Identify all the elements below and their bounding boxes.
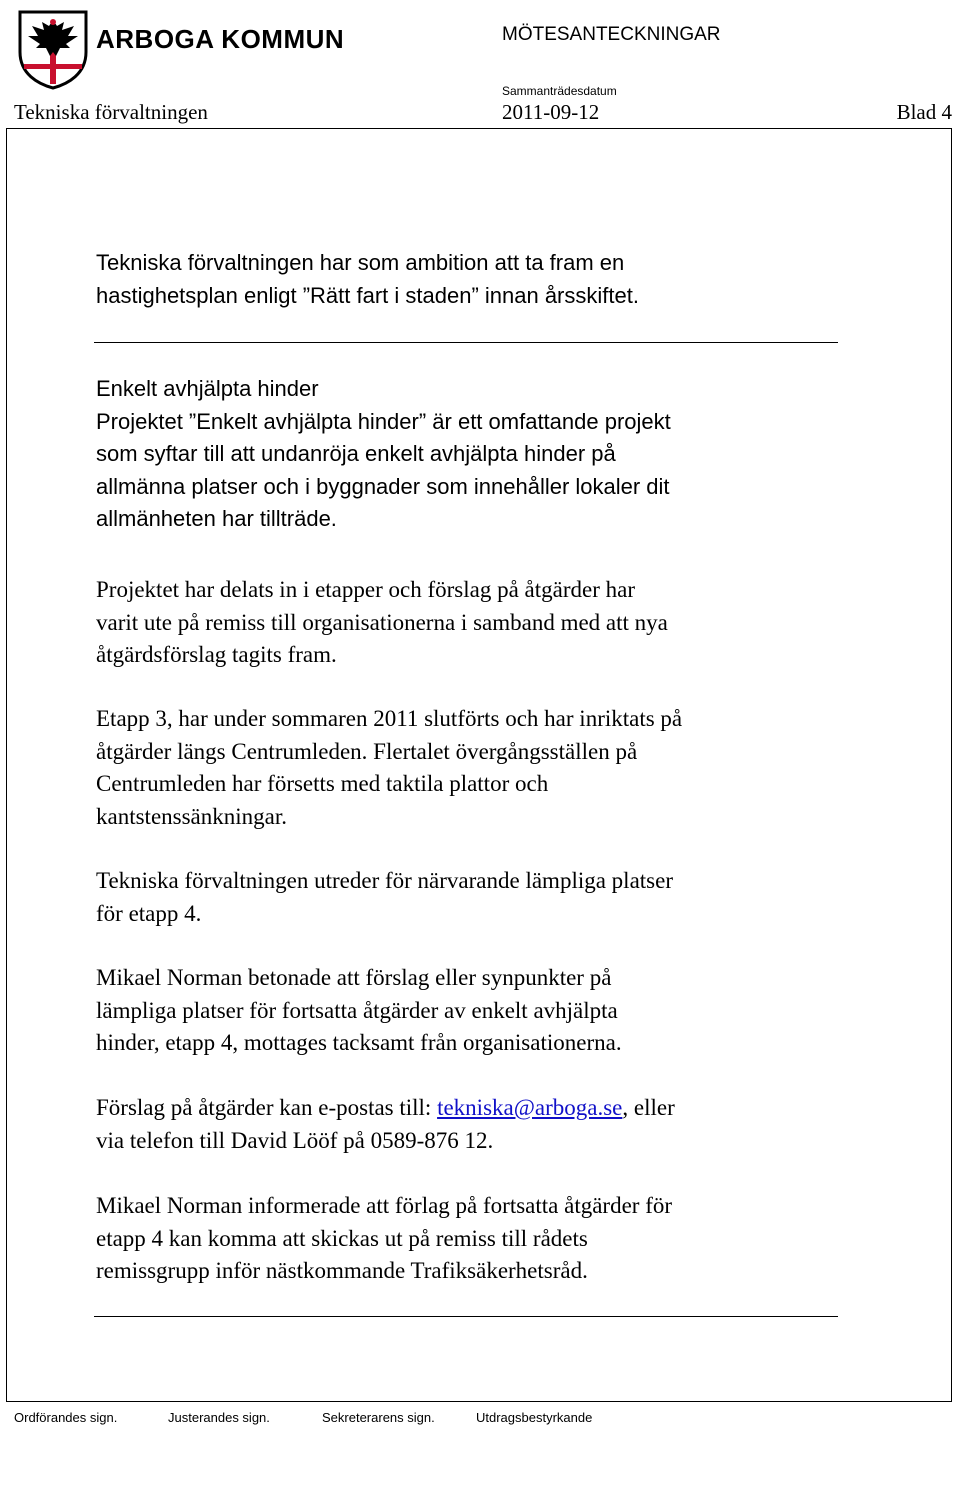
paragraph-line: remissgrupp inför nästkommande Trafiksäkerhetsråd. (96, 1258, 588, 1283)
paragraph-line: Projektet har delats in i etapper och förslag på åtgärder har (96, 577, 635, 602)
intro-paragraph (96, 247, 856, 312)
paragraph-line: etapp 4 kan komma att skickas ut på remiss till rådets (96, 1225, 588, 1251)
meeting-date: 2011-09-12 (502, 100, 600, 124)
paragraph-suggestions (96, 962, 856, 1060)
department-name: Tekniska förvaltningen (14, 100, 208, 124)
org-name: ARBOGA KOMMUN (96, 24, 345, 54)
paragraph-stage4 (96, 865, 856, 930)
section-heading: Enkelt avhjälpta hinder (96, 376, 319, 401)
paragraph-line: för etapp 4. (96, 900, 202, 926)
sheet-number: Blad 4 (896, 100, 952, 124)
section-line: Projektet ”Enkelt avhjälpta hinder” är ett omfattande projekt (96, 408, 671, 434)
contact-prefix: Förslag på åtgärder kan e-postas till: (96, 1095, 438, 1120)
section-line: allmänna platser och i byggnader som innehåller lokaler dit (96, 473, 670, 499)
paragraph-line (96, 1092, 856, 1125)
paragraph-referral (96, 1190, 856, 1288)
section-line: som syftar till att undanröja enkelt avhjälpta hinder på (96, 441, 616, 466)
intro-line: hastighetsplan enligt ”Rätt fart i staden” innan årsskiftet. (96, 282, 639, 308)
adjuster-signature-label: Justerandes sign. (168, 1410, 270, 1425)
contact-suffix: , eller (622, 1095, 675, 1120)
paragraph-line: Mikael Norman betonade att förslag eller synpunkter på (96, 965, 612, 990)
email-link[interactable]: tekniska@arboga.se (437, 1095, 623, 1120)
paragraph-line: kantstenssänkningar. (96, 803, 287, 829)
paragraph-stages (96, 574, 856, 672)
section-line: allmänheten har tillträde. (96, 506, 337, 531)
paragraph-line: Etapp 3, har under sommaren 2011 slutförts och har inriktats på (96, 706, 683, 731)
arboga-coat-of-arms-icon (16, 8, 90, 90)
extract-certification-label: Utdragsbestyrkande (476, 1410, 593, 1425)
paragraph-line: Centrumleden har försetts med taktila plattor och (96, 771, 549, 796)
chair-signature-label: Ordförandes sign. (14, 1410, 118, 1425)
section-block (96, 373, 856, 536)
paragraph-stage3 (96, 703, 856, 833)
paragraph-line: åtgärdsförslag tagits fram. (96, 642, 337, 667)
section-divider (94, 342, 838, 343)
paragraph-line: Tekniska förvaltningen utreder för närvarande lämpliga platser (96, 868, 673, 893)
section-divider (94, 1316, 838, 1317)
intro-line: Tekniska förvaltningen har som ambition att ta fram en (96, 250, 625, 275)
meeting-date-label: Sammanträdesdatum (502, 84, 617, 98)
paragraph-line: åtgärder längs Centrumleden. Flertalet övergångsställen på (96, 738, 638, 764)
paragraph-line: hinder, etapp 4, mottages tacksamt från organisationerna. (96, 1030, 622, 1055)
paragraph-line: lämpliga platser för fortsatta åtgärder av enkelt avhjälpta (96, 997, 618, 1023)
paragraph-line: via telefon till David Lööf på 0589-876 12. (96, 1127, 494, 1153)
paragraph-line: Mikael Norman informerade att förlag på fortsatta åtgärder för (96, 1193, 673, 1218)
paragraph-line: varit ute på remiss till organisationerna i samband med att nya (96, 609, 668, 635)
document-type: MÖTESANTECKNINGAR (502, 24, 721, 45)
paragraph-contact (96, 1092, 856, 1157)
secretary-signature-label: Sekreterarens sign. (322, 1410, 435, 1425)
